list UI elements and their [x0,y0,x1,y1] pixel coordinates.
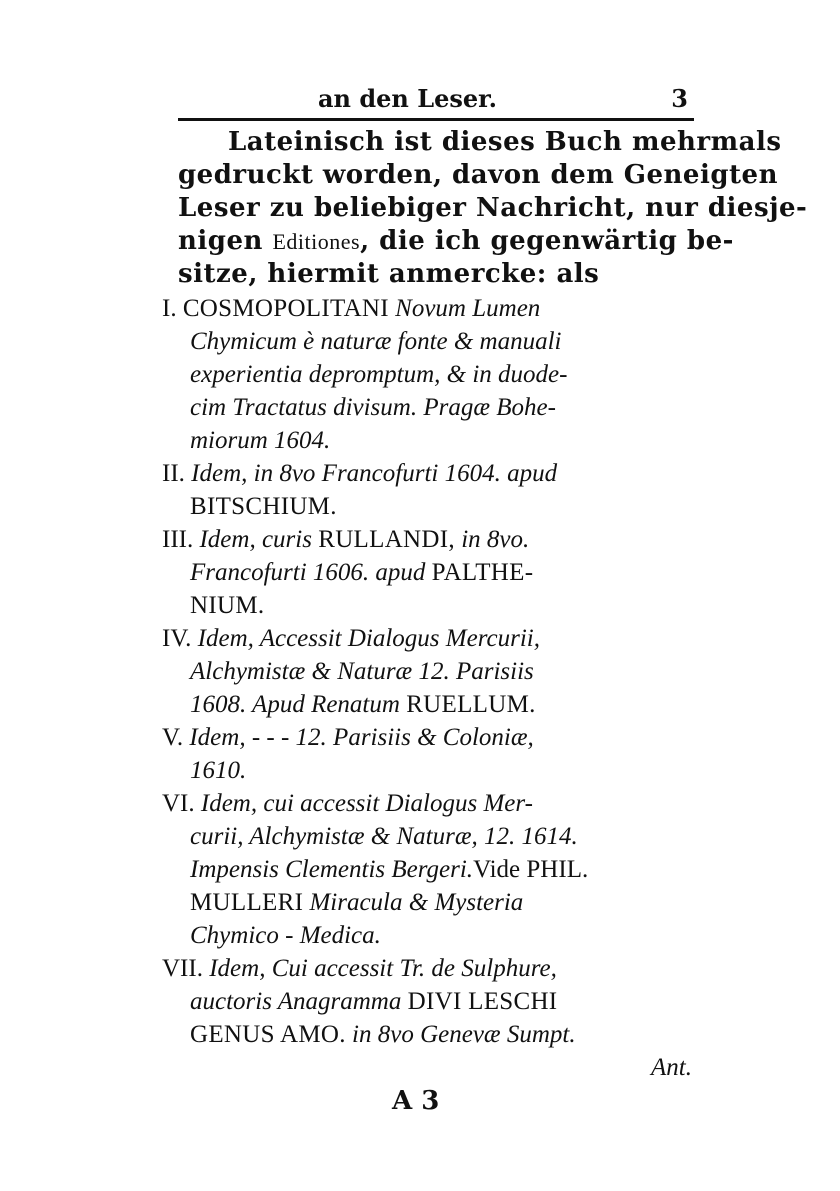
entry-printer: PALTHE- [431,559,534,586]
entry-text: Idem, in 8vo Francofurti 1604. apud [191,460,558,487]
entry-line: experientia depromptum, & in duode- [190,361,568,388]
entry-text: Francofurti 1606. apud [190,559,426,586]
intro-paragraph [178,126,808,291]
entry-author: COSMOPOLITANI [182,295,389,322]
entry-line [162,985,702,1018]
entry-line: Chymico - Medica. [190,922,381,949]
entry-line: BITSCHIUM. [190,493,337,520]
entry-line: cim Tractatus divisum. Pragæ Bohe- [190,394,556,421]
entry-printer: RUELLUM. [406,691,536,718]
entry-number: IV. [162,625,192,652]
intro-line: sitze, hiermit anmercke: als [178,259,600,289]
edition-entry-1 [162,292,702,325]
entry-line [162,853,702,886]
entry-text: Idem, curis [199,526,312,553]
intro-line: gedruckt worden, davon dem Geneigten [178,160,778,190]
entry-text: Idem, - - - 12. Parisiis & Coloniæ, [189,724,534,751]
intro-line: Lateinisch ist dieses Buch mehrmals [228,127,782,157]
entry-number: III. [162,526,194,553]
entry-line: 1610. [190,757,247,784]
entry-line: Chymicum è naturæ fonte & manuali [190,328,562,355]
edition-entry-6 [162,787,702,820]
intro-latin-word: Editiones [272,229,361,254]
entry-line: NIUM. [190,592,265,619]
entry-text: Impensis Clementis Bergeri. [190,856,474,883]
entry-text: Idem, Accessit Dialogus Mercurii, [197,625,540,652]
entry-editor: RULLANDI, [318,526,455,553]
entry-anagram: GENUS AMO. [190,1021,346,1048]
intro-text: , die ich gegenwärtig be- [360,226,734,256]
entry-number: I. [162,295,177,322]
edition-entry-3 [162,523,702,556]
entry-anagram: DIVI LESCHI [407,988,558,1015]
edition-list [162,292,702,1084]
entry-line: miorum 1604. [190,427,331,454]
entry-line [162,556,702,589]
entry-text: Idem, cui accessit Dialogus Mer- [200,790,533,817]
entry-author: MULLERI [190,889,304,916]
edition-entry-2 [162,457,702,490]
entry-number: VI. [162,790,195,817]
entry-line: curii, Alchymistæ & Naturæ, 12. 1614. [190,823,578,850]
entry-text: in 8vo. [461,526,530,553]
entry-text: Idem, Cui accessit Tr. de Sulphure, [209,955,557,982]
entry-text: Miracula & Mysteria [309,889,524,916]
entry-text: Novum Lumen [395,295,541,322]
entry-text: 1608. Apud Renatum [190,691,400,718]
entry-line: Alchymistæ & Naturæ 12. Parisiis [190,658,534,685]
entry-number: II. [162,460,185,487]
entry-reference: Vide PHIL. [473,856,589,883]
running-title: an den Leser. [318,84,497,113]
entry-line [162,1018,702,1051]
entry-line [162,886,702,919]
signature-mark: A 3 [392,1086,440,1116]
running-head [178,84,688,116]
edition-entry-5 [162,721,702,754]
entry-number: V. [162,724,184,751]
page-number: 3 [671,84,688,113]
intro-line: Leser zu beliebiger Nachricht, nur diesje- [178,193,808,223]
entry-text: auctoris Anagramma [190,988,402,1015]
catchword: Ant. [651,1054,692,1081]
entry-number: VII. [162,955,203,982]
header-rule [178,118,694,121]
intro-text: nigen [178,226,273,256]
intro-line [178,225,734,258]
entry-line [162,688,702,721]
entry-text: in 8vo Genevæ Sumpt. [352,1021,576,1048]
edition-entry-7 [162,952,702,985]
edition-entry-4 [162,622,702,655]
